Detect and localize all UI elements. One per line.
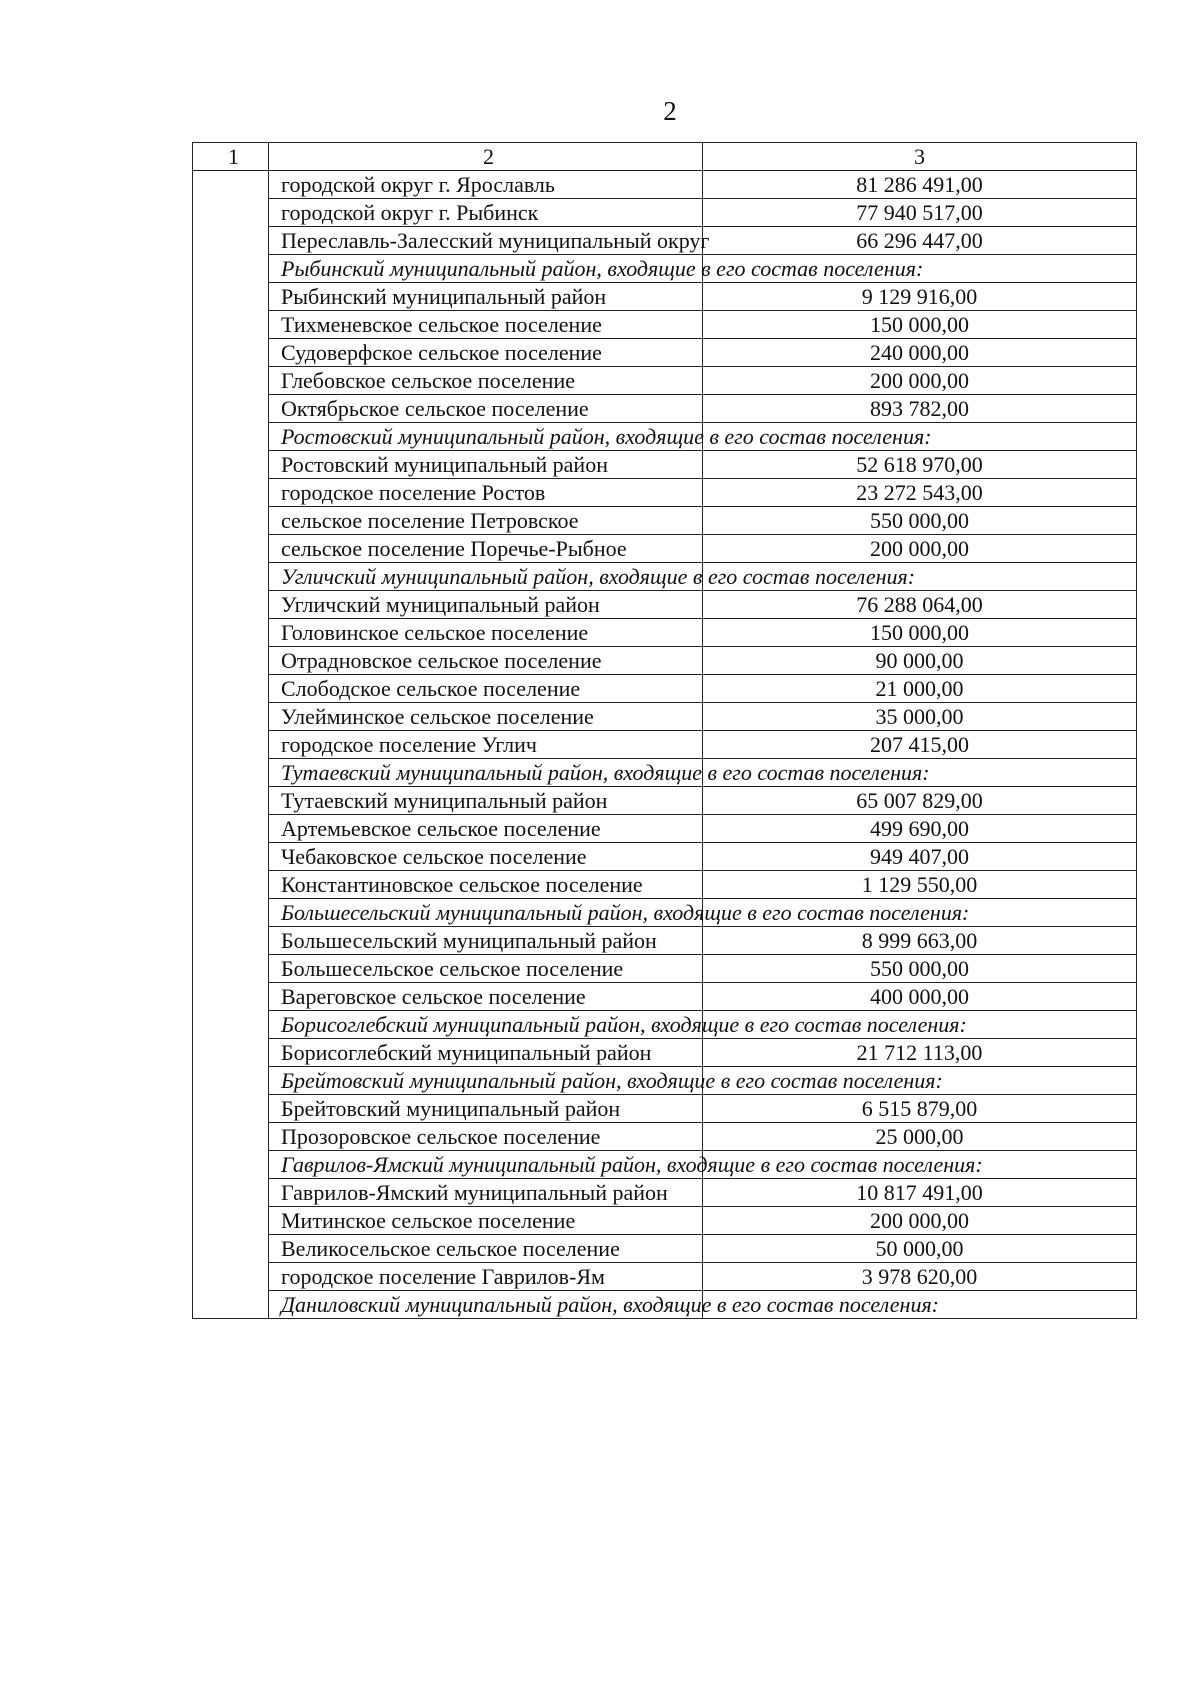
amount-cell: 10 817 491,00 — [703, 1179, 1137, 1207]
amount-cell: 9 129 916,00 — [703, 283, 1137, 311]
table-row — [193, 1095, 1137, 1123]
table-row — [193, 1179, 1137, 1207]
section-heading-cell: Брейтовский муниципальный район, входящие в его состав поселения: — [269, 1067, 703, 1095]
table-section-row — [193, 423, 1137, 451]
table-row — [193, 1207, 1137, 1235]
table-row — [193, 1039, 1137, 1067]
name-cell: Большесельское сельское поселение — [269, 955, 703, 983]
name-cell: городской округ г. Ярославль — [269, 171, 703, 199]
section-heading-cell: Угличский муниципальный район, входящие в его состав поселения: — [269, 563, 703, 591]
table-row — [193, 395, 1137, 423]
header-col-3: 3 — [703, 143, 1137, 171]
header-col-1: 1 — [193, 143, 269, 171]
table-section-row — [193, 1011, 1137, 1039]
amount-cell: 550 000,00 — [703, 507, 1137, 535]
name-cell: Рыбинский муниципальный район — [269, 283, 703, 311]
section-heading-cell: Даниловский муниципальный район, входящие в его состав поселения: — [269, 1291, 703, 1319]
name-cell: Угличский муниципальный район — [269, 591, 703, 619]
table-section-row — [193, 899, 1137, 927]
table-row — [193, 1123, 1137, 1151]
table-row — [193, 367, 1137, 395]
section-heading-cell: Рыбинский муниципальный район, входящие в его состав поселения: — [269, 255, 703, 283]
amount-cell: 150 000,00 — [703, 311, 1137, 339]
name-cell: Тихменевское сельское поселение — [269, 311, 703, 339]
amount-cell: 8 999 663,00 — [703, 927, 1137, 955]
amount-cell: 35 000,00 — [703, 703, 1137, 731]
name-cell: Тутаевский муниципальный район — [269, 787, 703, 815]
amount-cell: 150 000,00 — [703, 619, 1137, 647]
table-row — [193, 983, 1137, 1011]
amount-cell: 200 000,00 — [703, 535, 1137, 563]
name-cell: городское поселение Углич — [269, 731, 703, 759]
amount-cell: 90 000,00 — [703, 647, 1137, 675]
name-cell: Октябрьское сельское поселение — [269, 395, 703, 423]
table-section-row — [193, 255, 1137, 283]
amount-cell: 66 296 447,00 — [703, 227, 1137, 255]
table-row — [193, 927, 1137, 955]
name-cell: Прозоровское сельское поселение — [269, 1123, 703, 1151]
amount-cell: 240 000,00 — [703, 339, 1137, 367]
name-cell: Головинское сельское поселение — [269, 619, 703, 647]
amount-cell: 6 515 879,00 — [703, 1095, 1137, 1123]
name-cell: Брейтовский муниципальный район — [269, 1095, 703, 1123]
table-row — [193, 283, 1137, 311]
amount-cell: 81 286 491,00 — [703, 171, 1137, 199]
table-section-row — [193, 1067, 1137, 1095]
name-cell: Отрадновское сельское поселение — [269, 647, 703, 675]
name-cell: Слободское сельское поселение — [269, 675, 703, 703]
table-row — [193, 339, 1137, 367]
amount-cell: 21 000,00 — [703, 675, 1137, 703]
amount-cell: 550 000,00 — [703, 955, 1137, 983]
amount-cell: 25 000,00 — [703, 1123, 1137, 1151]
amount-cell: 400 000,00 — [703, 983, 1137, 1011]
table-row — [193, 311, 1137, 339]
name-cell: городской округ г. Рыбинск — [269, 199, 703, 227]
amount-cell: 52 618 970,00 — [703, 451, 1137, 479]
name-cell: Константиновское сельское поселение — [269, 871, 703, 899]
col-1-cell — [193, 171, 269, 1319]
name-cell: Митинское сельское поселение — [269, 1207, 703, 1235]
section-heading-cell: Большесельский муниципальный район, входящие в его состав поселения: — [269, 899, 703, 927]
name-cell: Великосельское сельское поселение — [269, 1235, 703, 1263]
table-row — [193, 843, 1137, 871]
name-cell: городское поселение Ростов — [269, 479, 703, 507]
table-section-row — [193, 759, 1137, 787]
table-section-row — [193, 1151, 1137, 1179]
table-row — [193, 1235, 1137, 1263]
section-heading-cell: Ростовский муниципальный район, входящие в его состав поселения: — [269, 423, 703, 451]
amount-cell: 23 272 543,00 — [703, 479, 1137, 507]
table-section-row — [193, 563, 1137, 591]
name-cell: Улейминское сельское поселение — [269, 703, 703, 731]
name-cell: Большесельский муниципальный район — [269, 927, 703, 955]
name-cell: Гаврилов-Ямский муниципальный район — [269, 1179, 703, 1207]
table-row — [193, 227, 1137, 255]
table-row — [193, 507, 1137, 535]
amount-cell: 200 000,00 — [703, 367, 1137, 395]
name-cell: Глебовское сельское поселение — [269, 367, 703, 395]
amount-cell: 77 940 517,00 — [703, 199, 1137, 227]
amount-cell: 893 782,00 — [703, 395, 1137, 423]
section-heading-cell: Борисоглебский муниципальный район, входящие в его состав поселения: — [269, 1011, 703, 1039]
allocation-table — [192, 142, 1137, 1319]
table-row — [193, 451, 1137, 479]
amount-cell: 65 007 829,00 — [703, 787, 1137, 815]
name-cell: Вареговское сельское поселение — [269, 983, 703, 1011]
amount-cell: 1 129 550,00 — [703, 871, 1137, 899]
amount-cell: 207 415,00 — [703, 731, 1137, 759]
section-heading-cell: Гаврилов-Ямский муниципальный район, входящие в его состав поселения: — [269, 1151, 703, 1179]
amount-cell: 3 978 620,00 — [703, 1263, 1137, 1291]
table-section-row — [193, 1291, 1137, 1319]
table-row — [193, 171, 1137, 199]
name-cell: Переславль-Залесский муниципальный округ — [269, 227, 703, 255]
header-col-2: 2 — [269, 143, 703, 171]
table-row — [193, 787, 1137, 815]
table-row — [193, 703, 1137, 731]
table-row — [193, 1263, 1137, 1291]
name-cell: сельское поселение Петровское — [269, 507, 703, 535]
table-header-row — [193, 143, 1137, 171]
amount-cell: 21 712 113,00 — [703, 1039, 1137, 1067]
amount-cell: 200 000,00 — [703, 1207, 1137, 1235]
name-cell: Судоверфское сельское поселение — [269, 339, 703, 367]
name-cell: Борисоглебский муниципальный район — [269, 1039, 703, 1067]
name-cell: Ростовский муниципальный район — [269, 451, 703, 479]
table-row — [193, 675, 1137, 703]
name-cell: сельское поселение Поречье-Рыбное — [269, 535, 703, 563]
name-cell: городское поселение Гаврилов-Ям — [269, 1263, 703, 1291]
table-row — [193, 871, 1137, 899]
amount-cell: 50 000,00 — [703, 1235, 1137, 1263]
table-row — [193, 647, 1137, 675]
amount-cell: 949 407,00 — [703, 843, 1137, 871]
table-row — [193, 731, 1137, 759]
table-row — [193, 591, 1137, 619]
table-row — [193, 199, 1137, 227]
table-row — [193, 815, 1137, 843]
name-cell: Артемьевское сельское поселение — [269, 815, 703, 843]
table-row — [193, 619, 1137, 647]
table-row — [193, 535, 1137, 563]
section-heading-cell: Тутаевский муниципальный район, входящие в его состав поселения: — [269, 759, 703, 787]
table-row — [193, 479, 1137, 507]
amount-cell: 76 288 064,00 — [703, 591, 1137, 619]
name-cell: Чебаковское сельское поселение — [269, 843, 703, 871]
amount-cell: 499 690,00 — [703, 815, 1137, 843]
table-row — [193, 955, 1137, 983]
page-number: 2 — [663, 96, 677, 126]
